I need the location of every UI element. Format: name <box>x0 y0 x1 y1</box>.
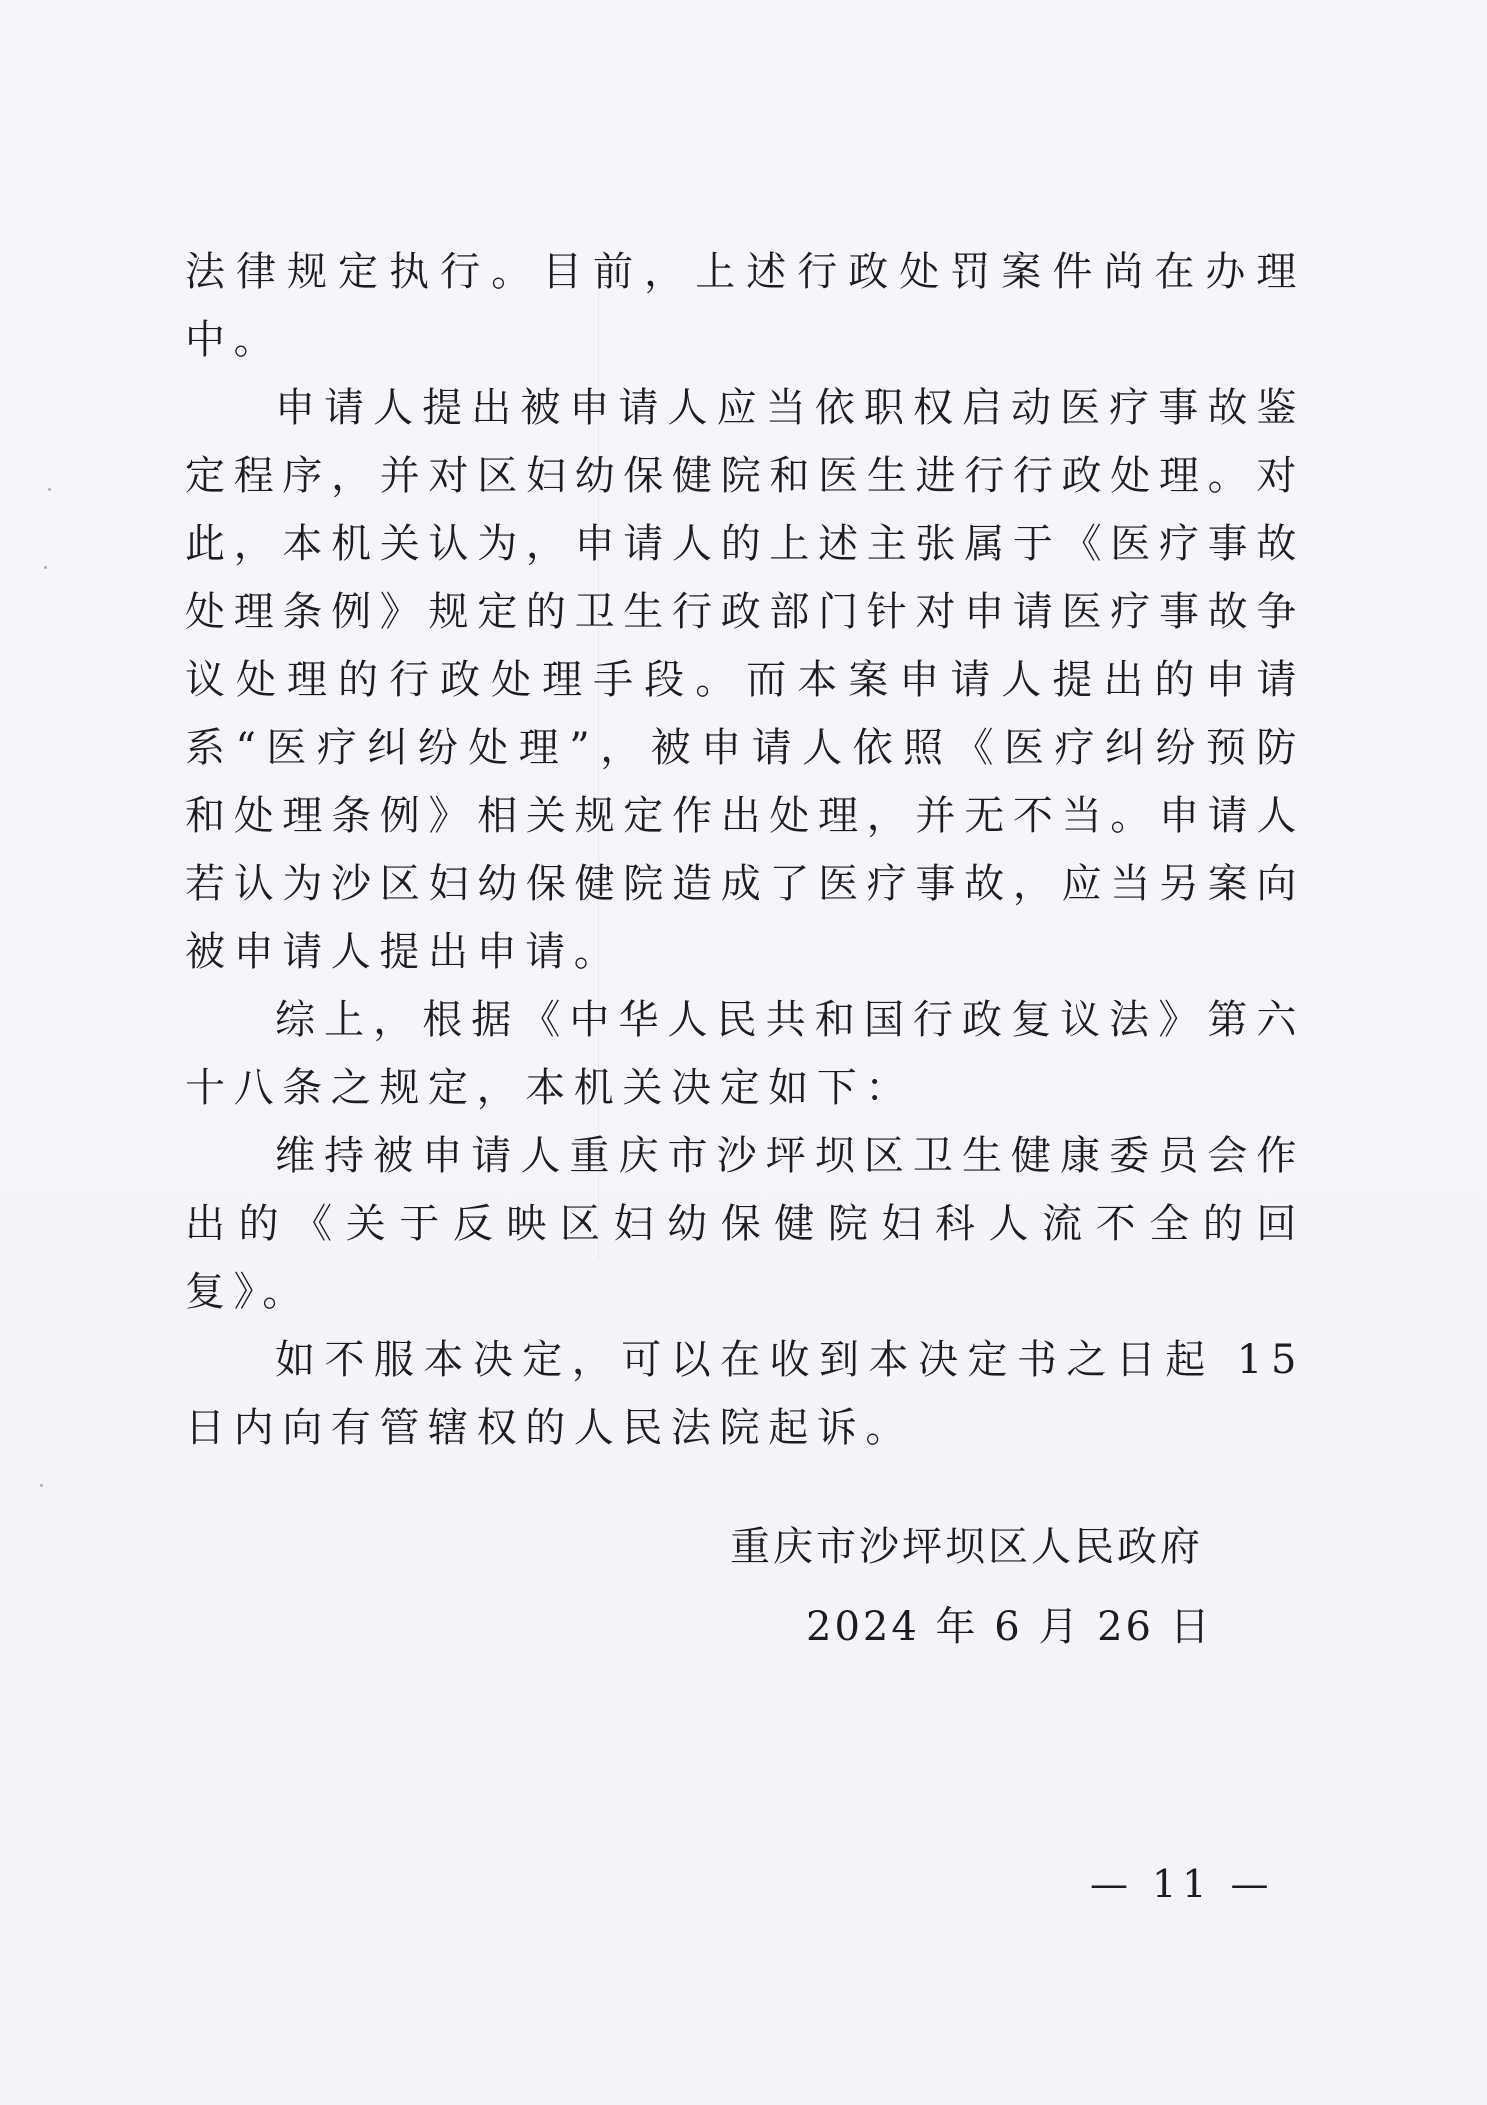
signing-organization: 重庆市沙坪坝区人民政府 <box>730 1524 1203 1570</box>
document-body <box>185 238 1305 1462</box>
paragraph-4: 维持被申请人重庆市沙坪坝区卫生健康委员会作出的《关于反映区妇幼保健院妇科人流不全的回复》。 <box>185 1133 1305 1315</box>
scan-speck <box>48 488 51 491</box>
paragraph-1: 法律规定执行。目前，上述行政处罚案件尚在办理中。 <box>185 249 1305 363</box>
page-number: — 11 — <box>1090 1862 1275 1906</box>
scan-speck <box>44 566 47 569</box>
signing-date: 2024 年 6 月 26 日 <box>806 1604 1213 1650</box>
scan-speck <box>40 1484 43 1487</box>
paragraph-3: 综上，根据《中华人民共和国行政复议法》第六十八条之规定，本机关决定如下： <box>185 997 1305 1111</box>
paragraph-2: 申请人提出被申请人应当依职权启动医疗事故鉴定程序，并对区妇幼保健院和医生进行行政处理。对此，本机关认为，申请人的上述主张属于《医疗事故处理条例》规定的卫生行政部门针对申请医疗事故争议处理的行政处理手段。而本案申请人提出的申请系“医疗纠纷处理”，被申请人依照《医疗纠纷预防和处理条例》相关规定作出处理，并无不当。申请人若认为沙区妇幼保健院造成了医疗事故，应当另案向被申请人提出申请。 <box>185 385 1305 975</box>
paragraph-5: 如不服本决定，可以在收到本决定书之日起 15 日内向有管辖权的人民法院起诉。 <box>185 1337 1305 1451</box>
